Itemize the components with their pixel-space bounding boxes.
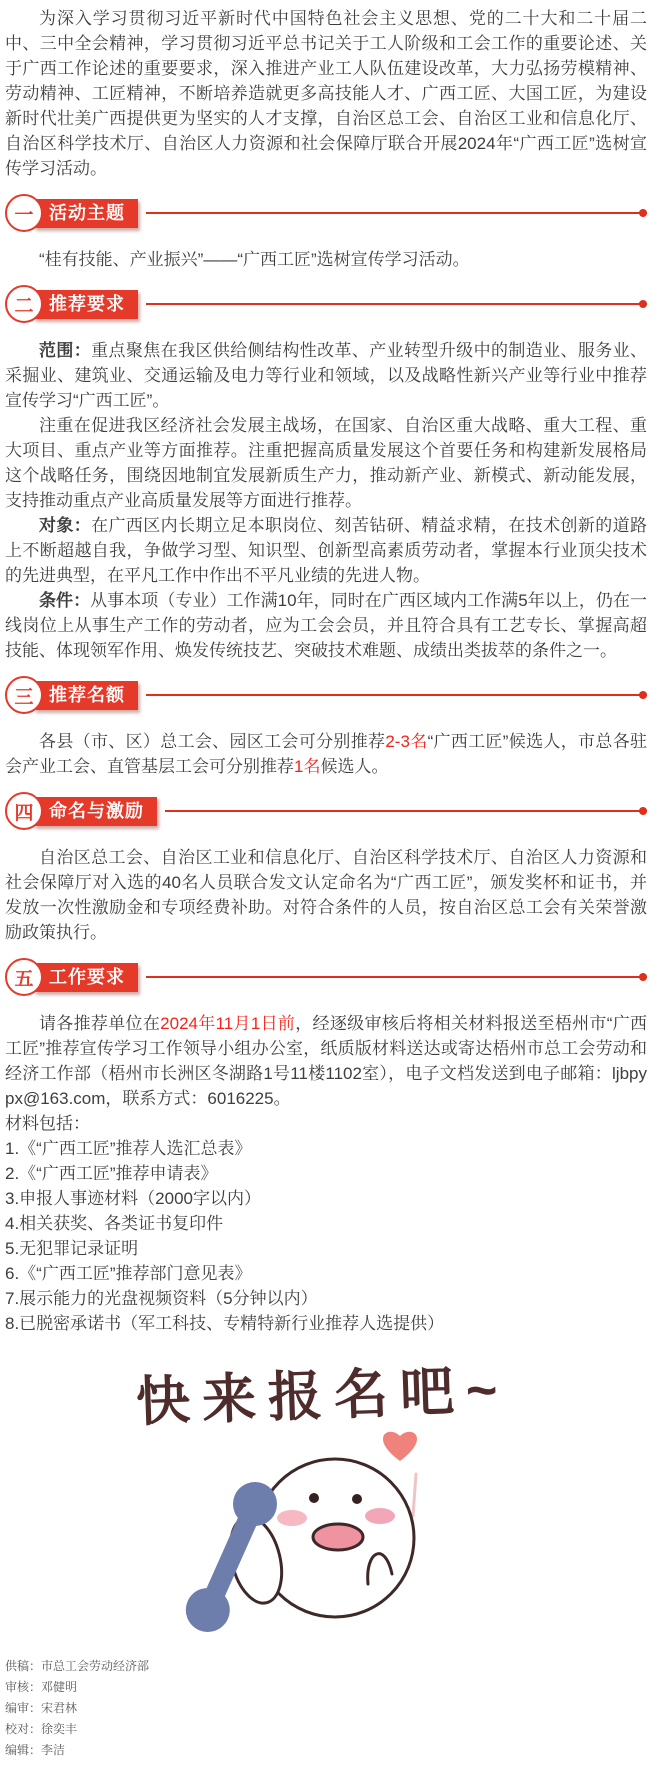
paragraph xyxy=(5,1236,647,1261)
section-title-badge: 命名与激励 xyxy=(34,797,157,826)
credit-line: 编审：宋君林 xyxy=(5,1701,78,1715)
right-eye xyxy=(352,1494,362,1504)
divider-end-dot xyxy=(639,973,647,981)
lead-in-label: 范围： xyxy=(39,341,92,360)
section-activity-theme xyxy=(5,194,647,272)
section-number-circle xyxy=(5,676,43,714)
paragraph xyxy=(5,1161,647,1186)
credit-line: 校对：徐奕丰 xyxy=(5,1722,78,1736)
caption-text: 快来报名吧~ xyxy=(135,1359,511,1433)
mascot-face xyxy=(179,1459,414,1636)
left-eye xyxy=(309,1493,319,1503)
section-divider-line xyxy=(146,976,647,978)
divider-end-dot xyxy=(639,300,647,308)
section-header xyxy=(5,792,647,830)
section-recommendation-requirements xyxy=(5,285,647,663)
intro-paragraphs xyxy=(5,6,647,181)
paragraph xyxy=(5,247,647,272)
text-run: 3.申报人事迹材料（2000字以内） xyxy=(5,1189,261,1208)
section-number-circle xyxy=(5,194,43,232)
section-number: 三 xyxy=(14,686,34,708)
lead-in-label: 条件： xyxy=(39,591,91,610)
left-blush xyxy=(277,1510,307,1526)
text-run: 各县（市、区）总工会、园区工会可分别推荐 xyxy=(39,732,386,751)
text-run: 自治区总工会、自治区工业和信息化厅、自治区科学技术厅、自治区人力资源和社会保障厅对入选的40名人员联合发文认定命名为“广西工匠”，颁发奖杯和证书，并发放一次性激励金和专项经费补助。对符合条件的人员，按自治区总工会有关荣誉激励政策执行。 xyxy=(5,848,647,942)
mascot-illustration xyxy=(110,1346,542,1636)
text-run: ，经逐级审核后将相关材料报送至梧州市“广西工匠”推荐宣传学习工作领导小组办公室，纸质版材料送达或寄达梧州市总工会劳动和经济工作部（梧州市长洲区冬湖路1号11楼1102室），电子文档发送到电子邮箱：ljbpypx@163.com，联系方式：6016225。 xyxy=(5,1014,648,1108)
credit-line: 编辑：李洁 xyxy=(5,1743,66,1757)
paragraph xyxy=(5,1286,647,1311)
text-run: 7.展示能力的光盘视频资料（5分钟以内） xyxy=(5,1289,318,1308)
text-run: 6.《“广西工匠”推荐部门意见表》 xyxy=(5,1264,252,1283)
text-run: 注重在促进我区经济社会发展主战场，在国家、自治区重大战略、重大工程、重大项目、重点产业等方面推荐。注重把握高质量发展这个首要任务和构建新发展格局这个战略任务，围绕因地制宜发展新质生产力，推动新产业、新模式、新动能发展，支持推动重点产业高质量发展等方面进行推荐。 xyxy=(5,416,647,510)
section-work-requirements xyxy=(5,958,647,1336)
section-body xyxy=(5,1011,647,1336)
text-run: 8.已脱密承诺书（军工科技、专精特新行业推荐人选提供） xyxy=(5,1314,445,1333)
section-divider-line xyxy=(146,303,647,305)
text-run: 2.《“广西工匠”推荐申请表》 xyxy=(5,1164,218,1183)
section-naming-incentives xyxy=(5,792,647,945)
section-number: 一 xyxy=(14,204,34,226)
section-title-badge: 推荐要求 xyxy=(34,290,138,319)
section-title-badge: 工作要求 xyxy=(34,963,138,992)
lead-in-label: 对象： xyxy=(39,516,92,535)
divider-end-dot xyxy=(639,691,647,699)
highlighted-text: 1名 xyxy=(294,757,321,776)
section-title-badge: 推荐名额 xyxy=(34,681,138,710)
section-body xyxy=(5,845,647,945)
text-run: 从事本项（专业）工作满10年，同时在广西区域内工作满5年以上，仍在一线岗位上从事生产工作的劳动者，应为工会会员，并且符合具有工艺专长、掌握高超技能、体现领军作用、焕发传统技艺、突破技术难题、成绩出类拔萃的条件之一。 xyxy=(5,591,647,660)
paragraph xyxy=(5,1136,647,1161)
motion-line xyxy=(413,1474,416,1516)
mascot-illustration-svg xyxy=(110,1346,542,1636)
text-run: 为深入学习贯彻习近平新时代中国特色社会主义思想、党的二十大和二十届二中、三中全会精神，学习贯彻习近平总书记关于工人阶级和工会工作的重要论述、关于广西工作论述的重要要求，深入推进产业工人队伍建设改革，大力弘扬劳模精神、劳动精神、工匠精神，不断培养造就更多高技能人才、广西工匠、大国工匠，为建设新时代壮美广西提供更为坚实的人才支撑，自治区总工会、自治区工业和信息化厅、自治区科学技术厅、自治区人力资源和社会保障厅联合开展2024年“广西工匠”选树宣传学习活动。 xyxy=(5,9,647,178)
paragraph xyxy=(5,1186,647,1211)
heart-icon xyxy=(383,1432,417,1461)
credits-block xyxy=(5,1646,647,1765)
section-recommendation-quota xyxy=(5,676,647,779)
paragraph xyxy=(5,588,647,663)
section-divider-line xyxy=(146,694,647,696)
section-body xyxy=(5,247,647,272)
section-body xyxy=(5,729,647,779)
text-run: “桂有技能、产业振兴”——“广西工匠”选树宣传学习活动。 xyxy=(39,250,470,269)
section-header xyxy=(5,285,647,323)
section-number-circle xyxy=(5,792,43,830)
section-header xyxy=(5,958,647,996)
paragraph xyxy=(5,1111,647,1136)
section-number: 二 xyxy=(14,295,34,317)
divider-end-dot xyxy=(639,807,647,815)
divider-end-dot xyxy=(639,209,647,217)
paragraph xyxy=(5,413,647,513)
paragraph xyxy=(5,338,647,413)
text-run: “广西工匠”候选人，市总各驻会产业工会、直管基层工会可分别推荐 xyxy=(5,732,648,776)
section-number: 四 xyxy=(14,802,34,824)
right-blush xyxy=(365,1508,395,1524)
section-divider-line xyxy=(146,212,647,214)
credit-line: 审核：邓健明 xyxy=(5,1680,78,1694)
paragraph xyxy=(5,1211,647,1236)
section-number-circle xyxy=(5,285,43,323)
text-run: 在广西区内长期立足本职岗位、刻苦钻研、精益求精，在技术创新的道路上不断超越自我，争做学习型、知识型、创新型高素质劳动者，掌握本行业顶尖技术的先进典型，在平凡工作中作出不平凡业绩的先进人物。 xyxy=(5,516,648,585)
text-run: 材料包括： xyxy=(5,1114,90,1133)
section-header xyxy=(5,676,647,714)
mouth xyxy=(313,1524,363,1550)
section-body xyxy=(5,338,647,663)
paragraph xyxy=(5,6,647,181)
paragraph xyxy=(5,1311,647,1336)
paragraph xyxy=(5,729,647,779)
text-run: 重点聚焦在我区供给侧结构性改革、产业转型升级中的制造业、服务业、采掘业、建筑业、交通运输及电力等行业和领域，以及战略性新兴产业等行业中推荐宣传学习“广西工匠”。 xyxy=(5,341,648,410)
section-title-badge: 活动主题 xyxy=(34,199,138,228)
section-divider-line xyxy=(165,810,647,812)
text-run: 候选人。 xyxy=(320,757,389,776)
paragraph xyxy=(5,1011,647,1111)
text-run: 请各推荐单位在 xyxy=(39,1014,161,1033)
credit-line: 供稿：市总工会劳动经济部 xyxy=(5,1659,150,1673)
text-run: 5.无犯罪记录证明 xyxy=(5,1239,139,1258)
paragraph xyxy=(5,845,647,945)
text-run: 4.相关获奖、各类证书复印件 xyxy=(5,1214,224,1233)
highlighted-text: 2-3名 xyxy=(385,732,428,751)
paragraph xyxy=(5,1261,647,1286)
highlighted-text: 2024年11月1日前 xyxy=(160,1014,296,1033)
section-number: 五 xyxy=(14,968,34,990)
text-run: 1.《“广西工匠”推荐人选汇总表》 xyxy=(5,1139,252,1158)
section-number-circle xyxy=(5,958,43,996)
section-header xyxy=(5,194,647,232)
paragraph xyxy=(5,513,647,588)
